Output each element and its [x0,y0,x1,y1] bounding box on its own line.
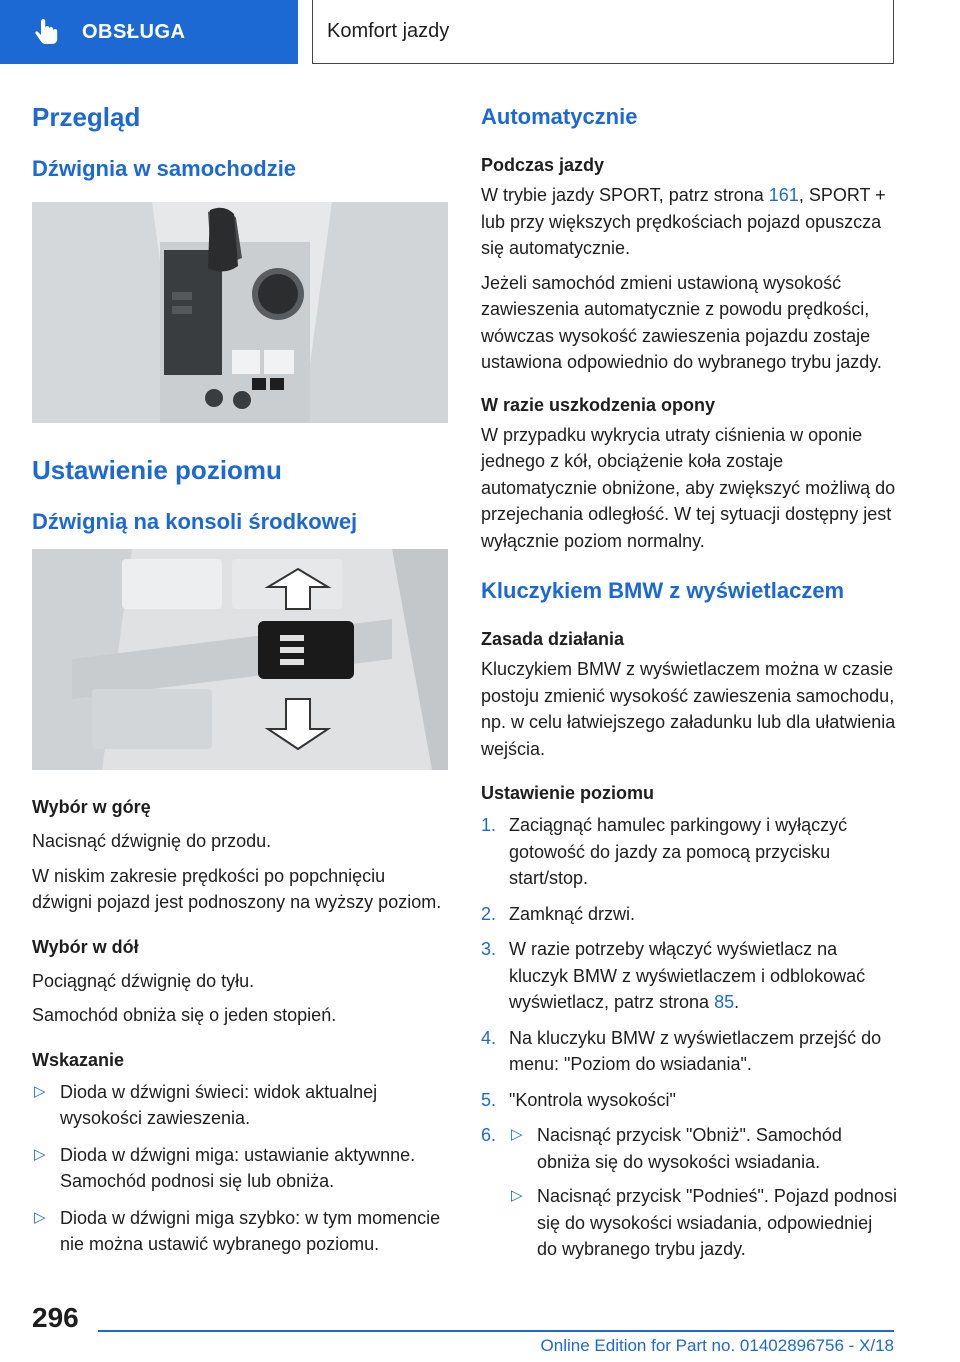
triangle-right-icon: ▷ [34,1082,46,1100]
topic-tab [312,0,894,64]
heading-setting: Ustawienie poziomu [32,455,282,485]
up-text-2: W niskim zakresie prędkości po popchnięciu dźwigni pojazd jest podnoszony na wyższy poziom. [32,865,442,912]
page-link-161[interactable]: 161 [768,185,799,205]
driving-text-2: Jeżeli samochód zmieni ustawioną wysokość zawieszenia automatycznie z powodu prędkości, wówczas wysokość zawieszenia pojazdu zostaje ustawiona odpowiednio do wybranego trybu jazdy. [481,272,882,372]
triangle-right-icon: ▷ [34,1145,46,1163]
list-item: ▷ Nacisnąć przycisk "Obniż". Samochód obniża się do wysokości wsiadania. [509,1122,897,1175]
note-title: Wskazanie [32,1049,125,1070]
steps-list [481,812,897,1263]
principle-text: Kluczykiem BMW z wyświetlaczem można w czasie postoju zmienić wysokość zawieszenia samochodu, np. w celu łatwiejszego załadunku lub dla ułatwienia wejścia. [481,659,896,759]
right-column [481,100,897,1272]
heading-key: Kluczykiem BMW z wyświetlaczem [481,578,845,603]
driving-title: Podczas jazdy [481,155,605,175]
footer-edition: Online Edition for Part no. 01402896756 - X/18 [540,1336,894,1355]
step-3: 3. W razie potrzeby włączyć wyświetlacz na kluczyk BMW z wyświetlaczem i odblokować wyświetlacz, patrz strona 85. [481,939,866,1012]
heading-auto: Automatycznie [481,104,638,129]
hand-pointer-icon [32,17,62,47]
driving-text-1: W trybie jazdy SPORT, patrz strona 161, SPORT + lub przy większych prędkościach pojazd opuszcza się automatycznie. [481,185,886,258]
triangle-right-icon: ▷ [34,1208,46,1226]
step-6: 6. ▷ Nacisnąć przycisk "Obniż". Samochód obniża się do wysokości wsiadania. ▷ Nacisnąć przycisk "Podnieś". Pojazd podnosi się do wysokości wsiadania, odpowiedniej do wybranego trybu jazdy. [481,1122,897,1263]
page-link-85[interactable]: 85 [714,992,735,1012]
list-item: ▷ Dioda w dźwigni świeci: widok aktualnej wysokości zawieszenia. [32,1079,448,1132]
triangle-right-icon: ▷ [511,1126,523,1143]
note-list [32,1079,448,1258]
up-text-1: Nacisnąć dźwignię do przodu. [32,831,272,851]
down-title: Wybór w dół [32,936,139,957]
step-4: 4. Na kluczyku BMW z wyświetlaczem przejść do menu: "Poziom do wsiadania". [481,1027,882,1074]
console-lever-photo [32,549,448,770]
section-tab [0,0,298,64]
heading-lever-console: Dźwignią na konsoli środkowej [32,509,358,534]
step-1: 1. Zaciągnąć hamulec parkingowy i wyłączyć gotowość do jazdy za pomocą przycisku start/stop. [481,815,848,888]
down-text-2: Samochód obniża się o jeden stopień. [32,1005,337,1025]
list-item: ▷ Nacisnąć przycisk "Podnieś". Pojazd podnosi się do wysokości wsiadania, odpowiedniej do wybranego trybu jazdy. [509,1183,897,1263]
principle-title: Zasada działania [481,629,625,649]
list-item: ▷ Dioda w dźwigni miga: ustawianie aktywnne. Samochód podnosi się lub obniża. [32,1142,448,1195]
steps-title: Ustawienie poziomu [481,783,655,803]
down-text-1: Pociągnąć dźwignię do tyłu. [32,970,255,991]
footer-divider [98,1330,894,1332]
page-number: 296 [32,1302,79,1333]
section-title: OBSŁUGA [82,20,186,43]
gear-lever-photo [32,202,448,423]
tire-text: W przypadku wykrycia utraty ciśnienia w oponie jednego z kół, obciążenie koła zostaje automatycznie obniżone, aby zwiększyć możliwą do przejechania odległość. W tej sytuacji dostępny jest wyłącznie poziom normalny. [481,424,896,551]
topic-title: Komfort jazdy [327,20,450,42]
step-5: 5. "Kontrola wysokości" [481,1089,676,1110]
heading-lever-car: Dźwignia w samochodzie [32,156,297,181]
heading-overview: Przegląd [32,102,141,132]
left-column [32,100,448,1268]
list-item: ▷ Dioda w dźwigni miga szybko: w tym momencie nie można ustawić wybranego poziomu. [32,1205,448,1258]
step-2: 2. Zamknąć drzwi. [481,903,636,924]
up-title: Wybór w górę [32,797,151,817]
tire-title: W razie uszkodzenia opony [481,394,716,415]
triangle-right-icon: ▷ [511,1187,523,1204]
step-6-options [509,1122,897,1263]
